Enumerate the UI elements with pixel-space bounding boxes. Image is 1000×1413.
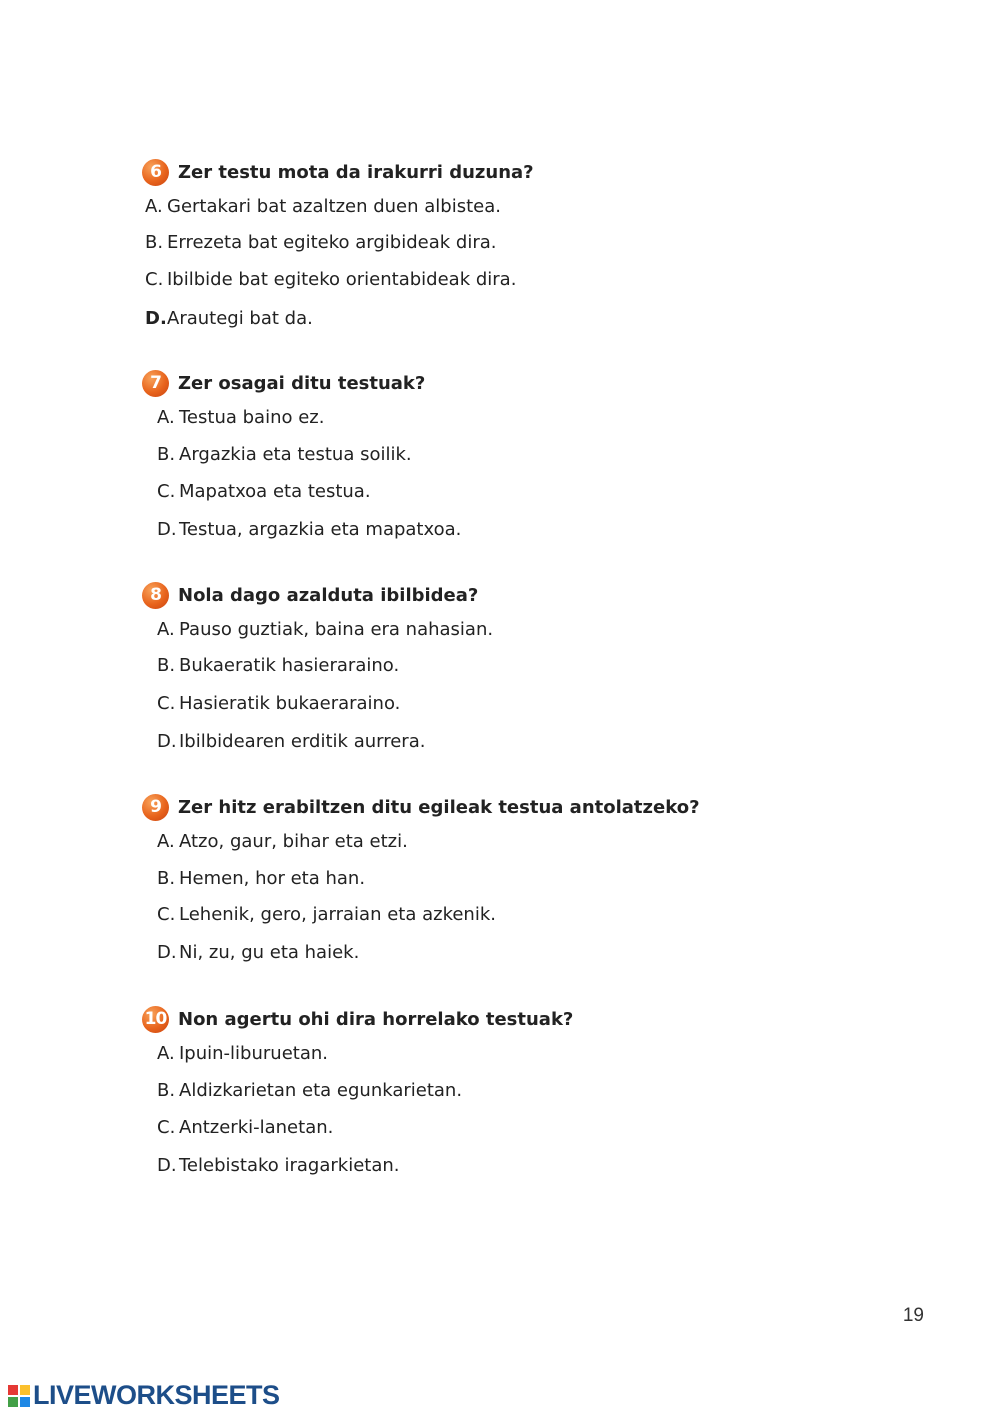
- question-text: Zer testu mota da irakurri duzuna?: [178, 161, 534, 183]
- question-text: Nola dago azalduta ibilbidea?: [178, 584, 479, 606]
- option-d[interactable]: [157, 1155, 400, 1176]
- option-letter: A.: [157, 619, 175, 640]
- page-number: 19: [902, 1305, 924, 1326]
- option-letter: D.: [145, 308, 167, 329]
- option-letter: A.: [157, 407, 175, 428]
- option-letter: B.: [145, 232, 164, 253]
- option-text: Gertakari bat azaltzen duen albistea.: [167, 196, 501, 217]
- question-number-badge: 9: [142, 794, 169, 821]
- option-text: Bukaeratik hasieraraino.: [179, 655, 400, 676]
- option-letter: D.: [157, 1155, 177, 1176]
- option-text: Ibilbide bat egiteko orientabideak dira.: [167, 269, 517, 290]
- option-c[interactable]: [157, 481, 371, 502]
- option-b[interactable]: [145, 232, 496, 253]
- option-d[interactable]: [157, 942, 359, 963]
- option-b[interactable]: [157, 444, 412, 465]
- question-6-header: [142, 158, 534, 186]
- option-b[interactable]: [157, 868, 365, 889]
- option-c[interactable]: [157, 904, 496, 925]
- question-text: Non agertu ohi dira horrelako testuak?: [178, 1008, 574, 1030]
- option-letter: C.: [157, 904, 176, 925]
- question-8-header: [142, 581, 478, 609]
- option-letter: C.: [157, 693, 176, 714]
- option-letter: C.: [157, 1117, 176, 1138]
- option-text: Ibilbidearen erditik aurrera.: [179, 731, 426, 752]
- option-b[interactable]: [157, 1080, 462, 1101]
- question-text: Zer hitz erabiltzen ditu egileak testua antolatzeko?: [178, 796, 700, 818]
- option-text: Telebistako iragarkietan.: [179, 1155, 400, 1176]
- liveworksheets-logo-icon: [8, 1385, 30, 1407]
- option-text: Testua, argazkia eta mapatxoa.: [179, 519, 462, 540]
- option-c[interactable]: [157, 693, 400, 714]
- option-letter: D.: [157, 942, 177, 963]
- option-text: Lehenik, gero, jarraian eta azkenik.: [179, 904, 496, 925]
- question-number-badge: 10: [142, 1006, 169, 1033]
- liveworksheets-footer[interactable]: [8, 1380, 280, 1411]
- option-text: Hasieratik bukaeraraino.: [179, 693, 401, 714]
- option-c[interactable]: [145, 269, 516, 290]
- option-text: Ni, zu, gu eta haiek.: [179, 942, 360, 963]
- option-a[interactable]: [157, 831, 408, 852]
- option-text: Ipuin-liburuetan.: [179, 1043, 328, 1064]
- option-text: Aldizkarietan eta egunkarietan.: [179, 1080, 463, 1101]
- option-text: Testua baino ez.: [179, 407, 325, 428]
- option-letter: C.: [145, 269, 164, 290]
- option-b[interactable]: [157, 655, 399, 676]
- option-letter: B.: [157, 1080, 176, 1101]
- option-c[interactable]: [157, 1117, 333, 1138]
- option-text: Atzo, gaur, bihar eta etzi.: [179, 831, 408, 852]
- option-text: Pauso guztiak, baina era nahasian.: [179, 619, 494, 640]
- option-a[interactable]: [145, 196, 501, 217]
- question-9-header: [142, 793, 700, 821]
- option-letter: B.: [157, 655, 176, 676]
- option-text: Errezeta bat egiteko argibideak dira.: [167, 232, 497, 253]
- question-10-header: [142, 1005, 573, 1033]
- option-d[interactable]: [157, 519, 461, 540]
- option-text: Mapatxoa eta testua.: [179, 481, 371, 502]
- question-number-badge: 8: [142, 582, 169, 609]
- brand-name: LIVEWORKSHEETS: [33, 1380, 280, 1410]
- question-number-badge: 6: [142, 159, 169, 186]
- option-d[interactable]: [157, 731, 425, 752]
- option-letter: D.: [157, 519, 177, 540]
- option-text: Antzerki-lanetan.: [179, 1117, 334, 1138]
- question-number-badge: 7: [142, 370, 169, 397]
- option-letter: B.: [157, 868, 176, 889]
- option-letter: A.: [157, 831, 175, 852]
- option-letter: B.: [157, 444, 176, 465]
- option-d[interactable]: [145, 308, 313, 329]
- option-letter: C.: [157, 481, 176, 502]
- option-letter: A.: [157, 1043, 175, 1064]
- option-letter: A.: [145, 196, 163, 217]
- option-letter: D.: [157, 731, 177, 752]
- option-text: Hemen, hor eta han.: [179, 868, 366, 889]
- option-text: Arautegi bat da.: [167, 308, 313, 329]
- question-7-header: [142, 369, 425, 397]
- option-a[interactable]: [157, 407, 324, 428]
- option-text: Argazkia eta testua soilik.: [179, 444, 412, 465]
- option-a[interactable]: [157, 1043, 328, 1064]
- question-text: Zer osagai ditu testuak?: [178, 372, 426, 394]
- option-a[interactable]: [157, 619, 493, 640]
